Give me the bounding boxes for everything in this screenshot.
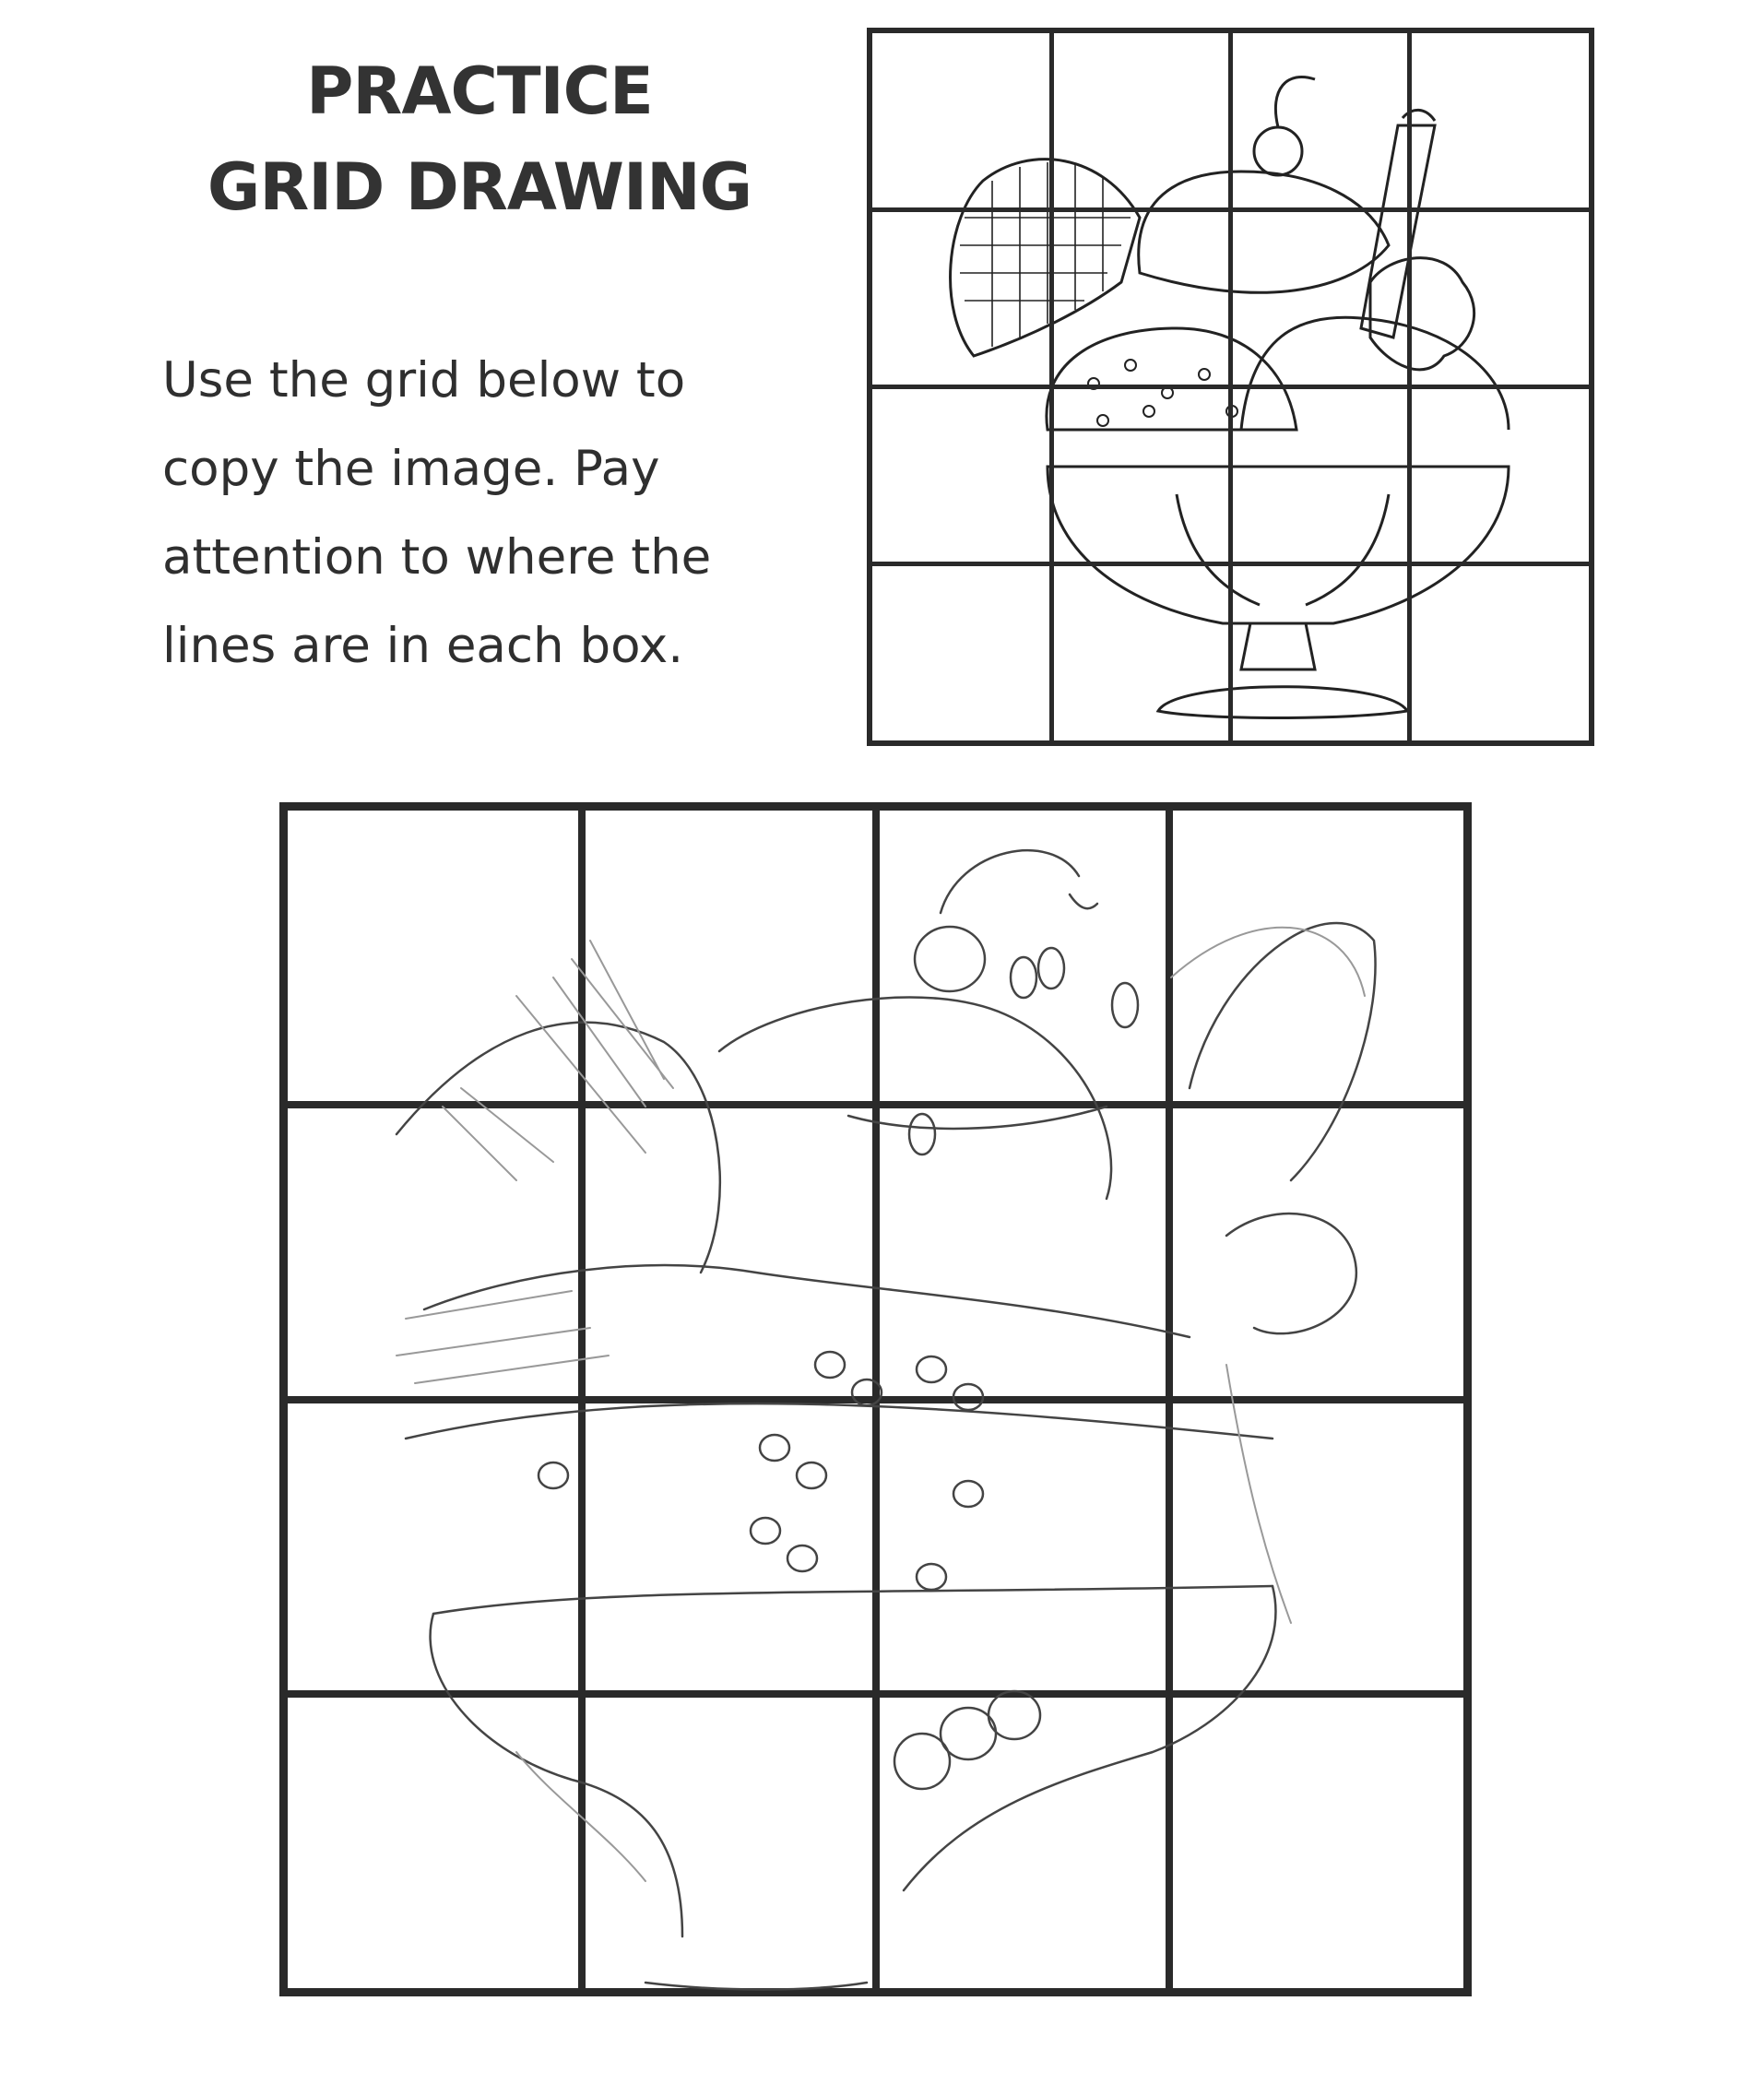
worksheet-title-line1: PRACTICE	[306, 53, 653, 129]
instruction-line: lines are in each box.	[162, 618, 684, 674]
drawing-grid	[279, 802, 1472, 1996]
reference-grid-horizontal-line	[872, 207, 1589, 212]
drawing-grid-horizontal-line	[288, 1690, 1463, 1698]
instruction-line: attention to where the	[162, 529, 712, 586]
instructions	[162, 337, 752, 691]
sundae-illustration	[872, 33, 1600, 752]
reference-grid-horizontal-line	[872, 562, 1589, 566]
drawing-grid-horizontal-line	[288, 1101, 1463, 1108]
reference-grid-horizontal-line	[872, 385, 1589, 389]
reference-grid	[867, 28, 1594, 746]
instruction-line: Use the grid below to	[162, 352, 686, 409]
worksheet-title-line2: GRID DRAWING	[207, 149, 752, 225]
instruction-line: copy the image. Pay	[162, 441, 660, 497]
drawing-grid-horizontal-line	[288, 1396, 1463, 1403]
